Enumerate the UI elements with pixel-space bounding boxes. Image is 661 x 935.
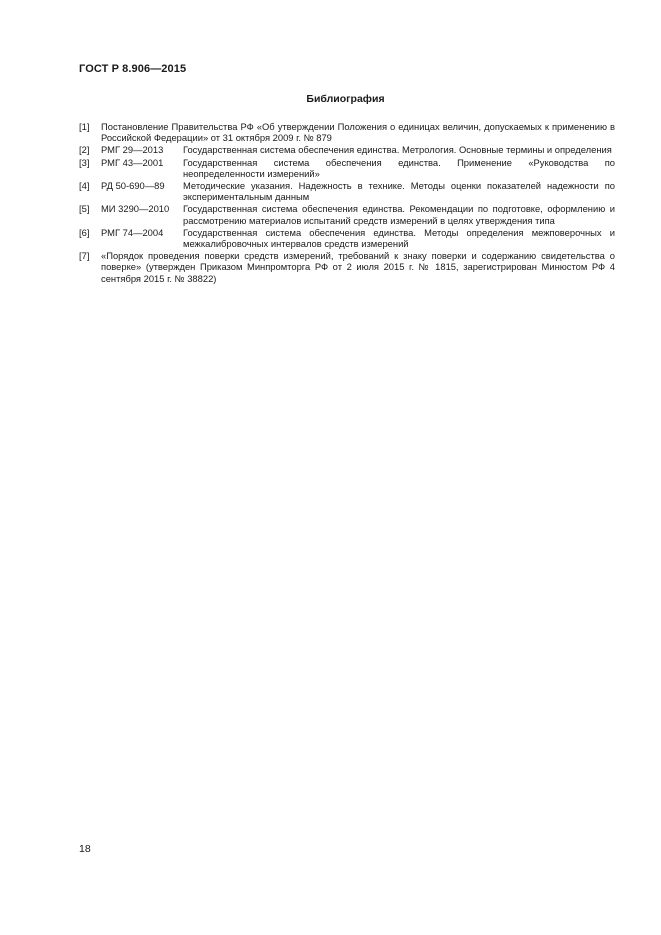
entry-text: «Порядок проведения поверки средств измерений, требований к знаку поверки и содержанию свидетельства о поверке» (утвержден Приказом Минпромторга РФ от 2 июля 2015 г. № 1815, зарегистрирован Минюстом РФ 4 сентября 2015 г. № 38822)	[101, 250, 615, 284]
section-title: Библиография	[306, 93, 385, 105]
bibliography-entry	[79, 227, 615, 249]
entry-text: Государственная система обеспечения единства. Метрология. Основные термины и определения	[183, 144, 612, 156]
entry-number: [3]	[79, 156, 90, 168]
entry-text: Методические указания. Надежность в технике. Методы оценки показателей надежности по экспериментальным данным	[183, 180, 615, 203]
entry-number: [6]	[79, 226, 90, 238]
bibliography-entry	[79, 203, 615, 225]
bibliography-entry	[79, 180, 615, 202]
document-code-header: ГОСТ Р 8.906—2015	[79, 63, 187, 75]
entry-code: РМГ 29—2013	[101, 144, 164, 156]
entry-code: РМГ 43—2001	[101, 156, 164, 168]
entry-code: РМГ 74—2004	[101, 226, 164, 238]
entry-number: [7]	[79, 250, 90, 262]
entry-number: [4]	[79, 180, 90, 192]
entry-code: МИ 3290—2010	[101, 203, 170, 215]
page-number: 18	[79, 843, 91, 855]
entry-text: Постановление Правительства РФ «Об утверждении Положения о единицах величин, допускаемых к применению в Российской Федерации» от 31 октября 2009 г. № 879	[101, 121, 615, 144]
bibliography-list	[79, 121, 615, 285]
entry-number: [5]	[79, 203, 90, 215]
bibliography-entry	[79, 157, 615, 179]
entry-text: Государственная система обеспечения единства. Применение «Руководства по неопределенности измерений»	[183, 156, 615, 179]
entry-number: [1]	[79, 121, 90, 132]
entry-text: Государственная система обеспечения единства. Рекомендации по подготовке, оформлению и рассмотрению материалов испытаний средств измерений в целях утверждения типа	[183, 203, 615, 226]
entry-text: Государственная система обеспечения единства. Методы определения межповерочных и межкалибровочных интервалов средств измерений	[183, 226, 615, 250]
bibliography-entry	[79, 250, 615, 284]
bibliography-entry	[79, 121, 615, 143]
bibliography-entry	[79, 144, 615, 155]
entry-number: [2]	[79, 144, 90, 156]
entry-code: РД 50-690—89	[101, 180, 165, 192]
